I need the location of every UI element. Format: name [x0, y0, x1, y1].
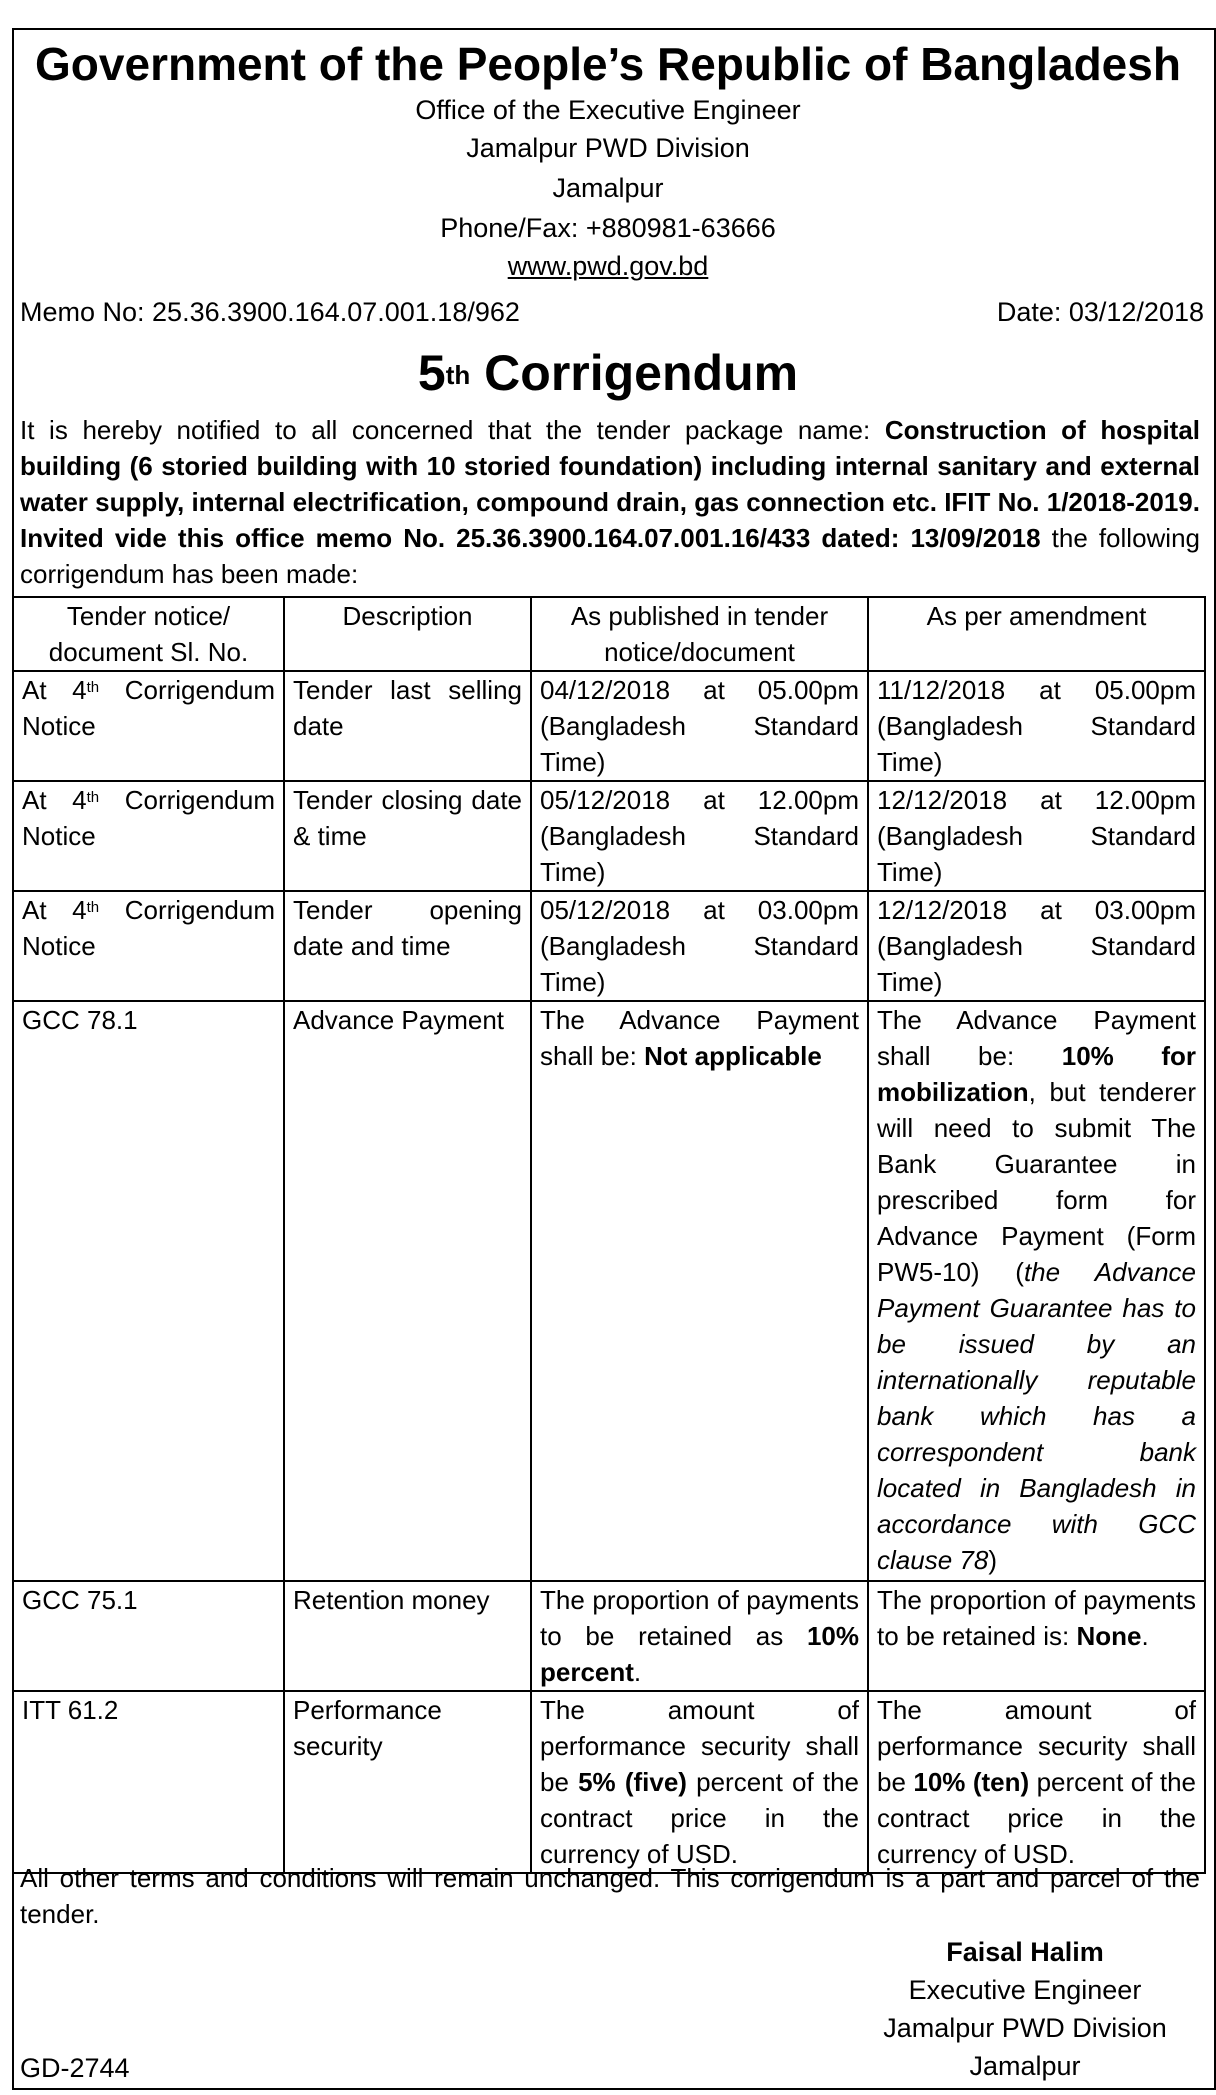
row-sl: GCC 78.1 — [13, 1001, 284, 1581]
memo-date: Date: 03/12/2018 — [996, 297, 1204, 327]
corrigendum-title: 5th Corrigendum — [417, 345, 799, 401]
table-row — [13, 1691, 1205, 1873]
amendment-table — [12, 596, 1206, 1874]
package-name: Construction of hospital building (6 storied building with 10 storied foundation) including internal sanitary and external water supply, internal electrification, compound drain, gas connection etc. IFIT No. 1/2018-2019. Invited vide this office memo No. 25.36.3900.164.07.001.16/433 dated: 13/09/2018 — [20, 415, 1201, 553]
header-published: As published in tender notice/document — [531, 597, 868, 671]
header-sl-no: Tender notice/ document Sl. No. — [13, 597, 284, 671]
row-sl: GCC 75.1 — [13, 1581, 284, 1691]
row-amendment: 12/12/2018 at 12.00pm (Bangladesh Standard Time) — [868, 781, 1205, 891]
government-title: Government of the People’s Republic of Bangladesh — [35, 38, 1181, 90]
memo-number: Memo No: 25.36.3900.164.07.001.18/962 — [20, 297, 520, 327]
row-sl: ITT 61.2 — [13, 1691, 284, 1873]
table-header-row — [13, 597, 1205, 671]
row-amendment: The amount of performance security shall be 10% (ten) percent of the contract price in the currency of USD. — [868, 1691, 1205, 1873]
row-published: The proportion of payments to be retained as 10% percent. — [531, 1581, 868, 1691]
row-amendment: 11/12/2018 at 05.00pm (Bangladesh Standard Time) — [868, 671, 1205, 781]
table-row — [13, 1581, 1205, 1691]
row-sl: At 4th Corrigendum Notice — [13, 891, 284, 1001]
row-sl: At 4th Corrigendum Notice — [13, 781, 284, 891]
website-link[interactable]: www.pwd.gov.bd — [507, 251, 709, 281]
signatory-designation: Executive Engineer — [908, 1975, 1142, 2005]
row-published: 05/12/2018 at 03.00pm (Bangladesh Standard Time) — [531, 891, 868, 1001]
office-name: Office of the Executive Engineer — [415, 95, 801, 125]
row-description: Tender opening date and time — [284, 891, 531, 1001]
row-description: Performance security — [284, 1691, 531, 1873]
signatory-division: Jamalpur PWD Division — [883, 2013, 1167, 2043]
footer-code: GD-2744 — [20, 2053, 130, 2083]
row-published: The amount of performance security shall be 5% (five) percent of the contract price in the currency of USD. — [531, 1691, 868, 1873]
row-amendment: 12/12/2018 at 03.00pm (Bangladesh Standard Time) — [868, 891, 1205, 1001]
row-published: 04/12/2018 at 05.00pm (Bangladesh Standard Time) — [531, 671, 868, 781]
row-amendment: The proportion of payments to be retained is: None. — [868, 1581, 1205, 1691]
header-description: Description — [284, 597, 531, 671]
row-description: Retention money — [284, 1581, 531, 1691]
row-published: The Advance Payment shall be: Not applicable — [531, 1001, 868, 1581]
closing-paragraph: All other terms and conditions will remain unchanged. This corrigendum is a part and parcel of the tender. — [20, 1863, 1200, 1929]
division-name: Jamalpur PWD Division — [466, 133, 750, 163]
row-sl: At 4th Corrigendum Notice — [13, 671, 284, 781]
table-row — [13, 891, 1205, 1001]
table-row — [13, 781, 1205, 891]
phone-fax: Phone/Fax: +880981-63666 — [440, 213, 776, 243]
row-description: Tender closing date & time — [284, 781, 531, 891]
city-name: Jamalpur — [552, 173, 664, 203]
signatory-name: Faisal Halim — [946, 1937, 1104, 1967]
signatory-city: Jamalpur — [969, 2051, 1081, 2081]
row-description: Tender last selling date — [284, 671, 531, 781]
row-description: Advance Payment — [284, 1001, 531, 1581]
row-published: 05/12/2018 at 12.00pm (Bangladesh Standard Time) — [531, 781, 868, 891]
header-amendment: As per amendment — [868, 597, 1205, 671]
table-row — [13, 1001, 1205, 1581]
intro-paragraph: It is hereby notified to all concerned that the tender package name: Construction of hospital building (6 storied building with 10 storied foundation) including internal sanitary and external water supply, internal electrification, compound drain, gas connection etc. IFIT No. 1/2018-2019. Invited vide this office memo No. 25.36.3900.164.07.001.16/433 dated: 13/09/2018 the following corrigendum has been made: — [20, 415, 1201, 589]
table-row — [13, 671, 1205, 781]
row-amendment: The Advance Payment shall be: 10% for mobilization, but tenderer will need to submit The Bank Guarantee in prescribed form for Advance Payment (Form PW5-10) (the Advance Payment Guarantee has to be issued by an internationally reputable bank which has a correspondent bank located in Bangladesh in accordance with GCC clause 78) — [868, 1001, 1205, 1581]
